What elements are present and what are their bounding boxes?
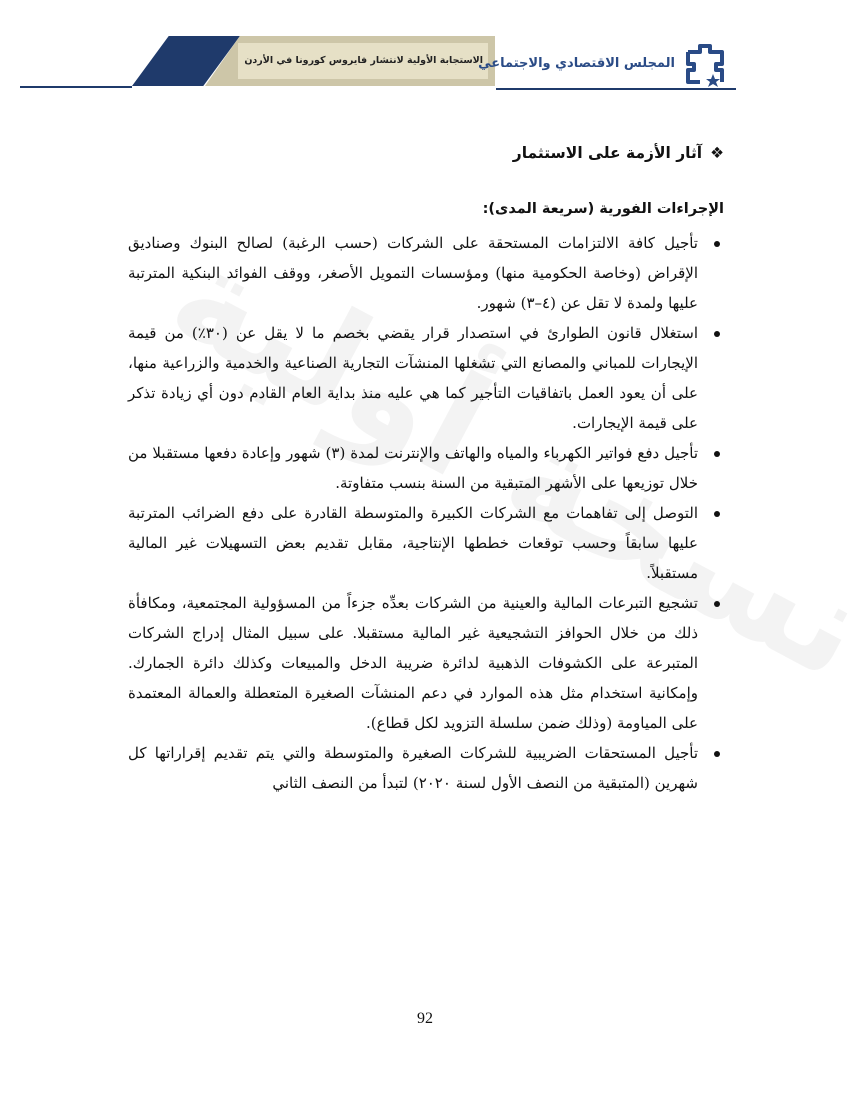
bullet-dot-icon <box>714 331 720 337</box>
document-running-title: الاستجابة الأولية لانتشار فايروس كورونا في الأردن <box>244 55 483 66</box>
page-content <box>128 138 724 798</box>
bullet-dot-icon <box>714 451 720 457</box>
list-item <box>128 228 724 318</box>
list-item-text: تأجيل دفع فواتير الكهرباء والمياه والهاتف والإنترنت لمدة (٣) شهور وإعادة دفعها مستقبلا من خلال توزيعها على الأشهر المتبقية من السنة بنسب متفاوتة. <box>128 444 698 492</box>
list-item-text: تشجيع التبرعات المالية والعينية من الشركات بعدِّه جزءاً من المسؤولية المجتمعية، ومكافأة ذلك من خلال الحوافز التشجيعية غير المالية مستقبلا. على سبيل المثال إدراج الشركات المتبرعة على الكشوفات الذهبية لدائرة ضريبة الدخل والمبيعات وكذلك دائرة الجمارك. وإمكانية استخدام مثل هذه الموارد في دعم المنشآت الصغيرة المتعطلة والعمالة المعتمدة على المياومة (وذلك ضمن سلسلة التزويد لكل قطاع). <box>128 594 698 732</box>
subsection-heading: الإجراءات الفورية (سريعة المدى): <box>482 201 724 217</box>
bullet-dot-icon <box>714 241 720 247</box>
council-logo-icon <box>680 44 730 90</box>
list-item <box>128 738 724 798</box>
measures-list <box>128 228 724 798</box>
section-heading <box>128 138 724 168</box>
page-header <box>0 0 850 100</box>
list-item <box>128 498 724 588</box>
list-item <box>128 318 724 438</box>
list-item-text: التوصل إلى تفاهمات مع الشركات الكبيرة والمتوسطة القادرة على دفع الضرائب المترتبة عليها سابقاً وحسب توقعات خططها الإنتاجية، مقابل تقديم بعض التسهيلات غير المالية مستقبلاً. <box>128 504 698 582</box>
bullet-dot-icon <box>714 511 720 517</box>
list-item-text: تأجيل كافة الالتزامات المستحقة على الشركات (حسب الرغبة) لصالح البنوك وصناديق الإقراض (وخاصة الحكومية منها) ومؤسسات التمويل الأصغر، ووقف الفوائد البنكية المترتبة عليها ولمدة لا تقل عن (٤–٣) شهور. <box>128 234 698 312</box>
list-item-text: تأجيل المستحقات الضريبية للشركات الصغيرة والمتوسطة والتي يتم تقديم إقراراتها كل شهرين (المتبقية من النصف الأول لسنة ٢٠٢٠) لتبدأ من النصف الثاني <box>128 744 698 792</box>
bullet-dot-icon <box>714 601 720 607</box>
section-heading-text: آثار الأزمة على الاستثمار <box>512 144 703 162</box>
organization-name: المجلس الاقتصادي والاجتماعي <box>478 56 675 71</box>
bullet-dot-icon <box>714 751 720 757</box>
diamond-bullet-icon: ❖ <box>710 144 724 162</box>
list-item <box>128 438 724 498</box>
list-item-text: استغلال قانون الطوارئ في استصدار قرار يقضي بخصم ما لا يقل عن (٣٠٪) من قيمة الإيجارات للمباني والمصانع التي تشغلها المنشآت التجارية الصناعية والخدمية والزراعية منها، على أن يعود العمل باتفاقيات التأجير كما هي عليه منذ بداية العام القادم دون أي زيادة تذكر على قيمة الإيجارات. <box>128 324 698 432</box>
page-number: 92 <box>417 1010 433 1027</box>
header-rule-left <box>20 86 132 88</box>
list-item <box>128 588 724 738</box>
